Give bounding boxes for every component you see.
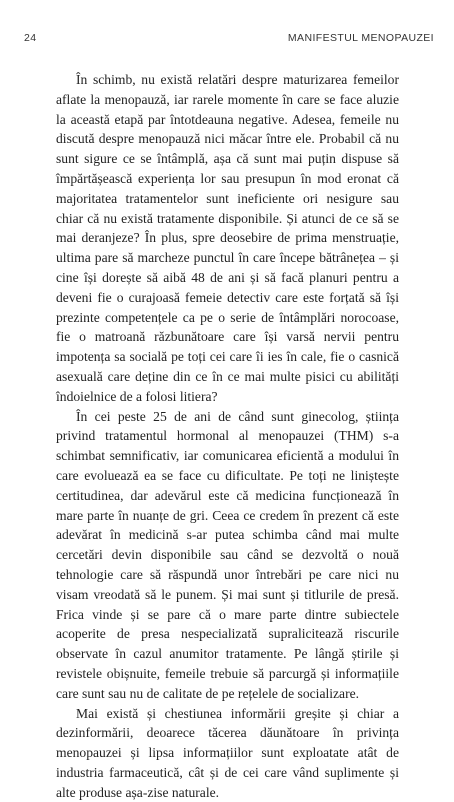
body-text [56,70,399,802]
paragraph: În schimb, nu există relatări despre maturizarea femeilor aflate la menopauză, iar rarele momente în care se face aluzie la această etapă par întotdeauna negative. Adesea, femeile nu discută despre menopauză nici măcar între ele. Probabil că nu sunt sigure ce se întâmplă, așa că sunt mai puțin dispuse să împărtășească experiența lor sau presupun în mod eronat că majoritatea tratamentelor sunt ineficiente ori nesigure sau chiar că nu există tratamente disponibile. Și atunci de ce să se mai deranjeze? În plus, spre deosebire de prima menstruație, ultima pare să marcheze punctul în care începe bătrânețea – și cine își dorește să aibă 48 de ani și să facă planuri pentru a deveni fie o curajoasă femeie detectiv care este forțată să își prezinte competențele ca pe o serie de întâmplări norocoase, fie o matroană răzbunătoare care își varsă nervii pentru impotența sa socială pe toți cei care îi ies în cale, fie o casnică asexuală care deține din ce în ce mai multe pisici cu abilități îndoielnice de a folosi litiera? [56,70,399,407]
page-number: 24 [24,32,36,44]
paragraph: În cei peste 25 de ani de când sunt ginecolog, știința privind tratamentul hormonal al menopauzei (THM) s-a schimbat semnificativ, iar comunicarea eficientă a modului în care evoluează ea se face cu dificultate. Pe toți ne liniștește certitudinea, dar adevărul este că medicina funcționează în mare parte în nuanțe de gri. Ceea ce credem în prezent că este adevărat în medicină s-ar putea schimba când mai multe cercetări devin disponibile sau când se dezvoltă o nouă tehnologie care să răspundă unor întrebări pe care nici nu visam vreodată să le punem. Și mai sunt și titlurile de presă. Frica vinde și se pare că o mare parte dintre subiectele acoperite de presa nespecializată supralicitează riscurile observate în cazul anumitor tratamente. Pe lângă știrile și revistele obișnuite, femeile trebuie să parcurgă și informațiile care sunt sau nu de calitate de pe rețelele de socializare. [56,407,399,704]
page-header [24,32,434,46]
paragraph: Mai există și chestiunea informării greșite și chiar a dezinformării, deoarece tăcerea dăunătoare în privința menopauzei și lipsa informațiilor sunt exploatate atât de industria farmaceutică, cât și de cei care vând suplimente și alte produse așa-zise naturale. [56,704,399,802]
running-title: MANIFESTUL MENOPAUZEI [288,32,434,44]
